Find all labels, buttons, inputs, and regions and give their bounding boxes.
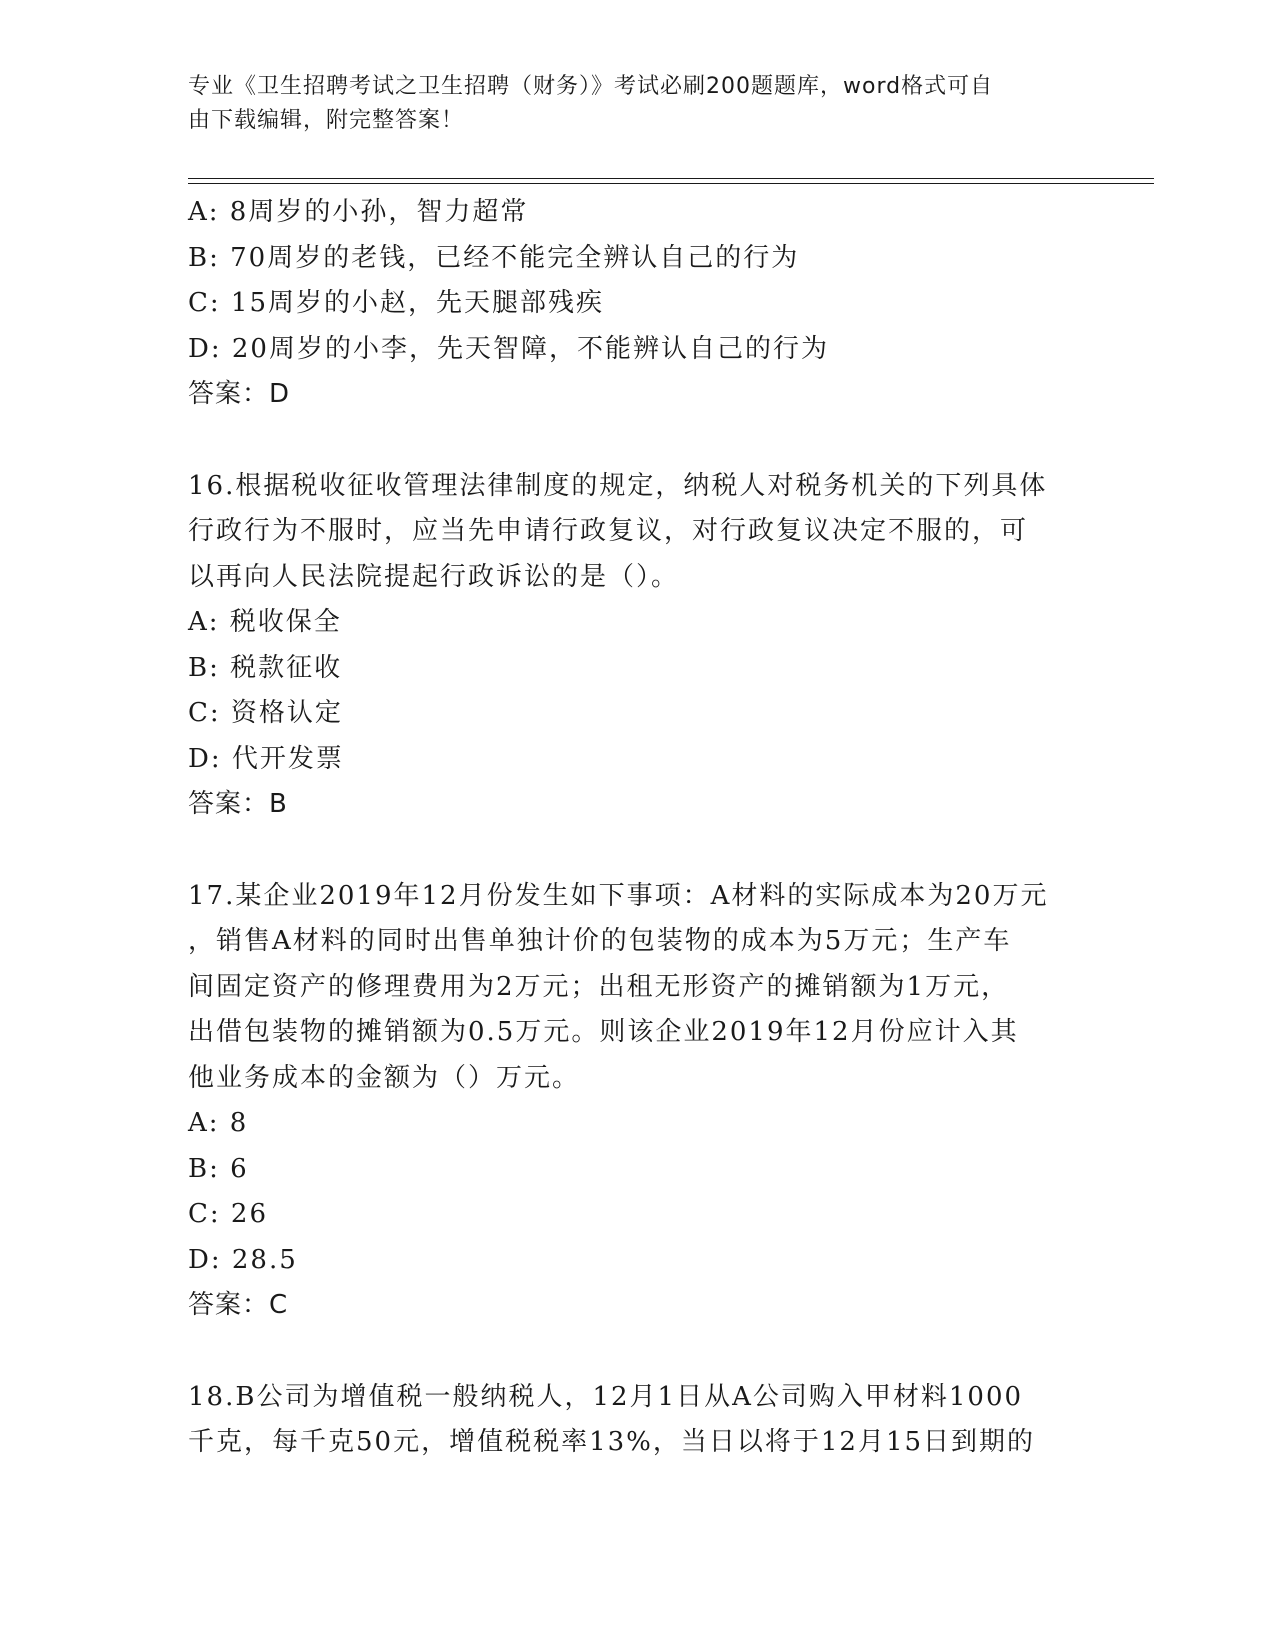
question-text-line: 间固定资产的修理费用为2万元；出租无形资产的摊销额为1万元，	[188, 971, 1010, 1002]
question-17	[188, 874, 1088, 1329]
header-line-2: 由下载编辑，附完整答案！	[188, 108, 465, 133]
question-text-line: 18.B公司为增值税一般纳税人，12月1日从A公司购入甲材料1000	[188, 1381, 1024, 1412]
document-header	[188, 70, 1068, 138]
question-text-line: 千克，每千克50元，增值税税率13%，当日以将于12月15日到期的	[188, 1427, 1036, 1457]
question-text-line: 17.某企业2019年12月份发生如下事项：A材料的实际成本为20万元	[188, 880, 1049, 911]
question-text-line: 他业务成本的金额为（）万元。	[188, 1062, 581, 1093]
question-text	[188, 874, 1088, 1102]
header-line-1: 专业《卫生招聘考试之卫生招聘（财务）》考试必刷200题题库，word格式可自	[188, 74, 994, 99]
question-list	[188, 190, 1088, 1466]
option-d: D: 28.5	[188, 1244, 298, 1275]
question-text	[188, 1375, 1088, 1466]
option-a: A: 8	[188, 1108, 249, 1138]
option-c: C: 15周岁的小赵，先天腿部残疾	[188, 288, 605, 318]
option-c: C: 26	[188, 1199, 269, 1229]
option-d: D: 代开发票	[188, 743, 344, 774]
question-text-line: 16.根据税收征收管理法律制度的规定，纳税人对税务机关的下列具体	[188, 470, 1048, 501]
question-text-line: 行政行为不服时，应当先申请行政复议，对行政复议决定不服的，可	[188, 516, 1029, 546]
header-rule-bottom	[188, 183, 1154, 184]
question-text-line: 以再向人民法院提起行政诉讼的是（）。	[188, 561, 680, 592]
option-d: D: 20周岁的小李，先天智障，不能辨认自己的行为	[188, 333, 829, 364]
question-text	[188, 464, 1088, 601]
option-a: A: 8周岁的小孙，智力超常	[188, 197, 529, 227]
option-b: B: 6	[188, 1153, 249, 1184]
question-18	[188, 1375, 1088, 1466]
option-c: C: 资格认定	[188, 698, 343, 728]
option-b: B: 70周岁的老钱，已经不能完全辨认自己的行为	[188, 242, 800, 273]
question-15	[188, 190, 1088, 418]
answer-line: 答案：B	[188, 789, 288, 819]
answer-line: 答案：C	[188, 1290, 289, 1320]
question-16	[188, 464, 1088, 828]
question-text-line: 出借包装物的摊销额为0.5万元。则该企业2019年12月份应计入其	[188, 1017, 1019, 1047]
answer-line: 答案：D	[188, 379, 291, 409]
option-b: B: 税款征收	[188, 652, 343, 683]
question-text-line: ，销售A材料的同时出售单独计价的包装物的成本为5万元；生产车	[188, 926, 1012, 956]
option-a: A: 税收保全	[188, 607, 342, 637]
header-rule-top	[188, 178, 1154, 179]
